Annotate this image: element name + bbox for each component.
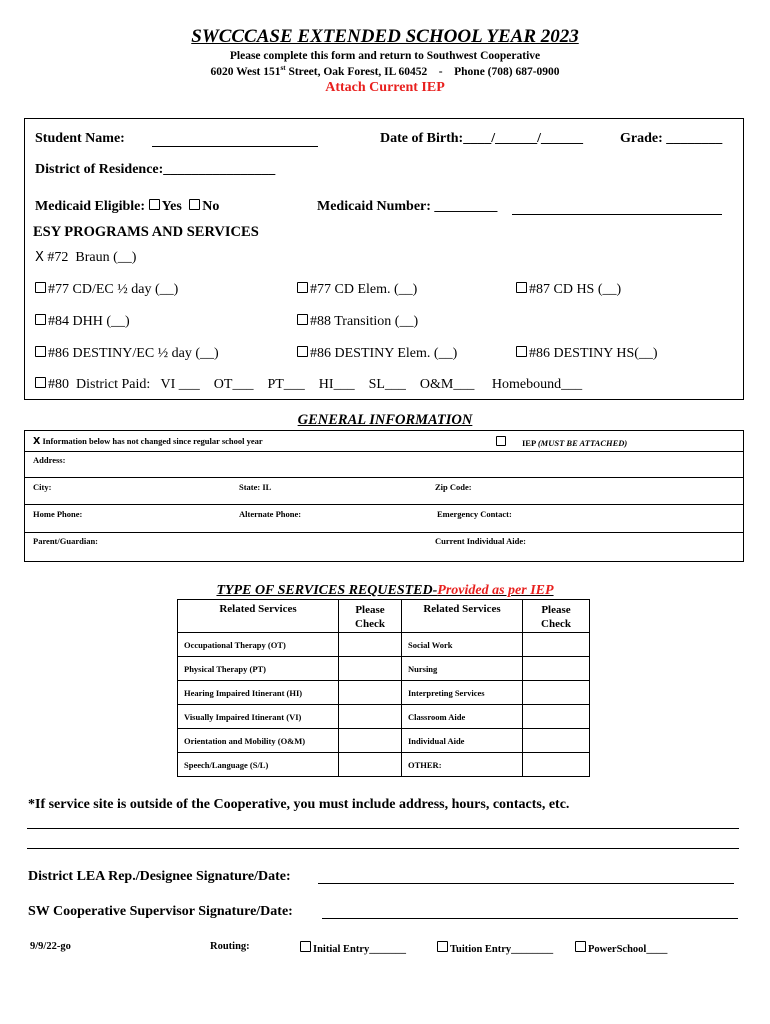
service-row [178, 681, 590, 705]
general-info-heading: GENERAL INFORMATION [297, 412, 473, 428]
service-name: Nursing [402, 657, 523, 681]
checkbox[interactable] [437, 941, 448, 952]
service-check-cell[interactable] [339, 753, 402, 777]
checkbox[interactable] [516, 346, 527, 357]
state-field[interactable]: State: IL [239, 482, 272, 492]
student-name-field[interactable] [152, 146, 318, 147]
attach-iep-note: Attach Current IEP [325, 80, 445, 95]
service-check-cell[interactable] [339, 657, 402, 681]
checkbox[interactable] [496, 436, 506, 446]
services-heading: TYPE OF SERVICES REQUESTED-Provided as per IEP [216, 583, 554, 598]
service-check-cell[interactable] [523, 633, 590, 657]
grade-field[interactable]: Grade: ________ [620, 131, 723, 146]
service-name: Orientation and Mobility (O&M) [178, 729, 339, 753]
col-related-services: Related Services [178, 600, 339, 633]
program-72-braun[interactable]: X #72 Braun (__) [35, 250, 137, 265]
service-check-cell[interactable] [339, 729, 402, 753]
address-field[interactable]: Address: [33, 455, 66, 465]
service-row [178, 657, 590, 681]
service-check-cell[interactable] [523, 681, 590, 705]
service-name: Interpreting Services [402, 681, 523, 705]
service-check-cell[interactable] [339, 681, 402, 705]
program-87-hs[interactable]: #87 CD HS (__) [516, 282, 621, 298]
checkbox[interactable] [297, 346, 308, 357]
checkbox[interactable] [35, 346, 46, 357]
service-row [178, 633, 590, 657]
lea-signature-line[interactable] [318, 883, 734, 884]
service-row [178, 729, 590, 753]
notes-line-2[interactable] [27, 848, 739, 849]
esy-heading: ESY PROGRAMS AND SERVICES [33, 224, 259, 240]
yes-checkbox[interactable] [149, 199, 160, 210]
form-code: 9/9/22-go [30, 941, 71, 952]
program-86-elem[interactable]: #86 DESTINY Elem. (__) [297, 346, 457, 362]
district-field[interactable]: District of Residence:________________ [35, 162, 276, 177]
alt-phone-field[interactable]: Alternate Phone: [239, 509, 302, 519]
student-name-label: Student Name: [35, 131, 125, 146]
dob-field[interactable]: Date of Birth:____/______/______ [380, 131, 583, 146]
program-80-district-paid[interactable]: #80 District Paid: VI ___ OT___ PT___ HI___ SL___ O&M___ Homebound___ [35, 377, 582, 393]
medicaid-eligible: Medicaid Eligible: Yes No [35, 199, 220, 214]
service-check-cell[interactable] [339, 705, 402, 729]
service-name: Visually Impaired Itinerant (VI) [178, 705, 339, 729]
service-check-cell[interactable] [523, 705, 590, 729]
parent-guardian-field[interactable]: Parent/Guardian: [33, 536, 99, 546]
tuition-entry-option[interactable]: Tuition Entry________ [437, 941, 553, 955]
service-check-cell[interactable] [339, 633, 402, 657]
supervisor-signature-label: SW Cooperative Supervisor Signature/Date: [28, 904, 293, 919]
checked-mark: X [35, 250, 44, 265]
routing-label: Routing: [210, 941, 250, 952]
checkbox[interactable] [35, 314, 46, 325]
service-name: Occupational Therapy (OT) [178, 633, 339, 657]
service-name: OTHER: [402, 753, 523, 777]
checkbox[interactable] [297, 314, 308, 325]
checkbox[interactable] [516, 282, 527, 293]
service-name: Hearing Impaired Itinerant (HI) [178, 681, 339, 705]
checkbox[interactable] [300, 941, 311, 952]
lea-signature-label: District LEA Rep./Designee Signature/Date: [28, 869, 291, 884]
program-88-transition[interactable]: #88 Transition (__) [297, 314, 418, 330]
general-info-box [24, 430, 744, 562]
checkbox[interactable] [35, 377, 46, 388]
service-name: Physical Therapy (PT) [178, 657, 339, 681]
service-check-cell[interactable] [523, 657, 590, 681]
program-77-elem[interactable]: #77 CD Elem. (__) [297, 282, 417, 298]
initial-entry-option[interactable]: Initial Entry_______ [300, 941, 406, 955]
notes-line-1[interactable] [27, 828, 739, 829]
col-please-check-2: Please Check [523, 600, 590, 633]
program-86-hs[interactable]: #86 DESTINY HS(__) [516, 346, 658, 362]
city-field[interactable]: City: [33, 482, 52, 492]
home-phone-field[interactable]: Home Phone: [33, 509, 83, 519]
service-site-note: *If service site is outside of the Cooperative, you must include address, hours, contacts, etc. [28, 797, 570, 812]
program-86-ec[interactable]: #86 DESTINY/EC ½ day (__) [35, 346, 219, 362]
address-text: 6020 West 151st Street, Oak Forest, IL 60452 - Phone (708) 687-0900 [210, 64, 560, 78]
services-table [177, 599, 590, 777]
no-checkbox[interactable] [189, 199, 200, 210]
supervisor-signature-line[interactable] [322, 918, 738, 919]
checkbox[interactable] [297, 282, 308, 293]
service-row [178, 705, 590, 729]
col-please-check: Please Check [339, 600, 402, 633]
medicaid-number-field[interactable] [512, 214, 722, 215]
iep-attached-option[interactable]: IEP (MUST BE ATTACHED) [496, 436, 627, 448]
instruction-text: Please complete this form and return to Southwest Cooperative [229, 50, 541, 62]
checked-mark: X [33, 436, 41, 447]
program-84-dhh[interactable]: #84 DHH (__) [35, 314, 130, 330]
service-name: Classroom Aide [402, 705, 523, 729]
service-name: Social Work [402, 633, 523, 657]
service-row [178, 753, 590, 777]
service-name: Speech/Language (S/L) [178, 753, 339, 777]
service-name: Individual Aide [402, 729, 523, 753]
checkbox[interactable] [575, 941, 586, 952]
powerschool-option[interactable]: PowerSchool____ [575, 941, 667, 955]
service-check-cell[interactable] [523, 753, 590, 777]
unchanged-info-option[interactable]: X Information below has not changed since regular school year [33, 436, 263, 447]
col-related-services-2: Related Services [402, 600, 523, 633]
program-77-ec[interactable]: #77 CD/EC ½ day (__) [35, 282, 178, 298]
form-title: SWCCCASE EXTENDED SCHOOL YEAR 2023 [191, 26, 579, 47]
checkbox[interactable] [35, 282, 46, 293]
individual-aide-field[interactable]: Current Individual Aide: [435, 536, 527, 546]
emergency-contact-field[interactable]: Emergency Contact: [437, 509, 512, 519]
service-check-cell[interactable] [523, 729, 590, 753]
zip-field[interactable]: Zip Code: [435, 482, 472, 492]
medicaid-number-label: Medicaid Number: _________ [317, 199, 498, 214]
